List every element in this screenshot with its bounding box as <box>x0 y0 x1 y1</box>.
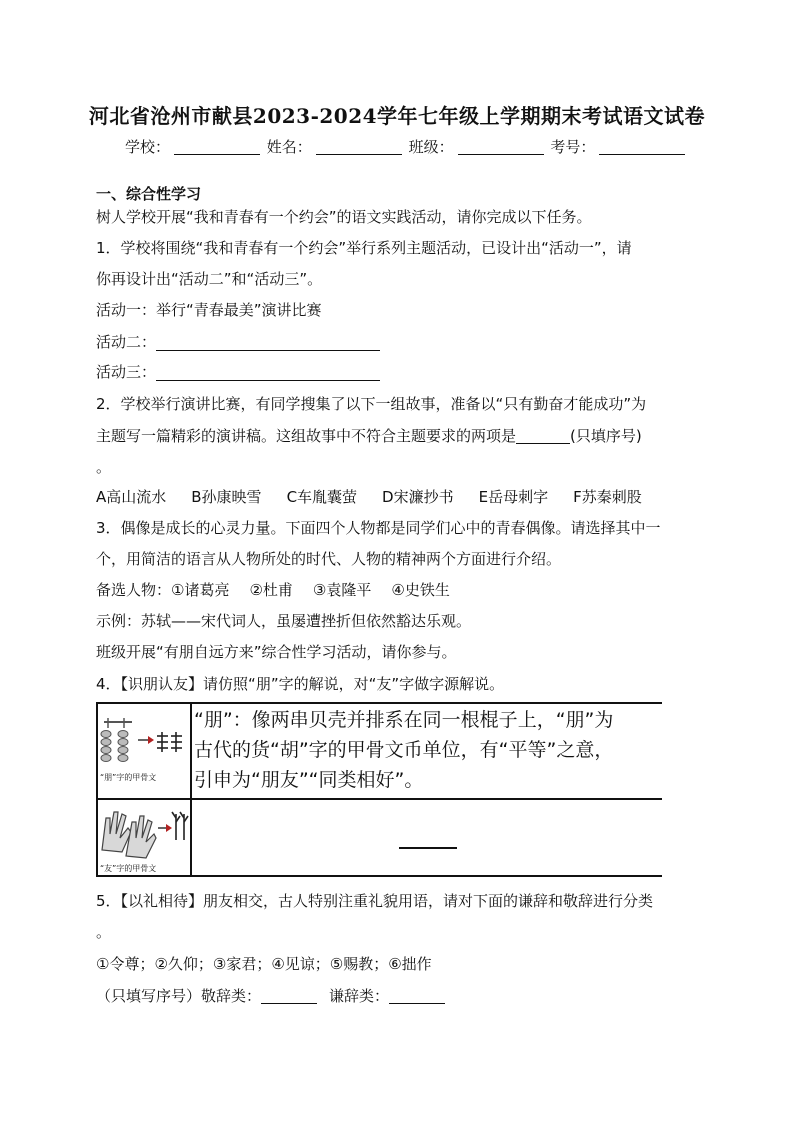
name-label: 姓名： <box>266 138 312 156</box>
humble-blank[interactable] <box>389 989 445 1004</box>
activity-one: 活动一：举行“青春最美”演讲比赛 <box>96 301 322 319</box>
you-explanation-blank[interactable] <box>399 847 457 849</box>
q5-line2: 。 <box>96 923 112 941</box>
q1-line2: 你再设计出“活动二”和“活动三”。 <box>96 270 323 288</box>
name-blank[interactable] <box>316 140 402 155</box>
option-f: F苏秦刺股 <box>573 488 642 506</box>
candidate-4: ④史铁生 <box>391 581 450 599</box>
school-label: 学校： <box>125 138 171 156</box>
q5-answer-row <box>96 985 445 1006</box>
option-e: E岳母刺字 <box>478 488 549 506</box>
class-label: 班级： <box>408 138 454 156</box>
q2-line3: 。 <box>96 458 112 476</box>
activity-intro: 班级开展“有朋自远方来”综合性学习活动，请你参与。 <box>96 643 457 661</box>
you-caption: “友”字的甲骨文 <box>100 864 157 873</box>
q2-line1: 2．学校举行演讲比赛，有同学搜集了以下一组故事，准备以“只有勤奋才能成功”为 <box>96 395 647 413</box>
q5-line1: 5．【以礼相待】朋友相交，古人特别注重礼貌用语，请对下面的谦辞和敬辞进行分类 <box>96 892 654 910</box>
activity-two-row <box>96 331 380 352</box>
peng-explanation-line3: 引申为“朋友”“同类相好”。 <box>194 769 424 791</box>
q2-hint: (只填序号) <box>570 427 642 445</box>
peng-oracle-image <box>96 704 191 798</box>
q4-prompt: 4．【识朋认友】请仿照“朋”字的解说，对“友”字做字源解说。 <box>96 675 505 693</box>
q2-text: 主题写一篇精彩的演讲稿。这组故事中不符合主题要求的两项是 <box>96 427 517 445</box>
q5-items: ①令尊；②久仰；③家君；④见谅；⑤赐教；⑥拙作 <box>96 955 432 973</box>
activity-three-row <box>96 361 380 382</box>
candidates-label: 备选人物： <box>96 581 172 599</box>
activity-two-blank[interactable] <box>156 334 380 351</box>
candidate-3: ③袁隆平 <box>312 581 372 599</box>
option-b: B孙康映雪 <box>191 488 262 506</box>
section-intro: 树人学校开展“我和青春有一个约会”的语文实践活动，请你完成以下任务。 <box>96 208 592 226</box>
etymology-table <box>96 702 662 877</box>
activity-two-label: 活动二： <box>96 333 157 351</box>
q1-line1: 1．学校将围绕“我和青春有一个约会”举行系列主题活动，已设计出“活动一”，请 <box>96 239 632 257</box>
humble-label: 谦辞类： <box>329 987 390 1005</box>
section-heading: 一、综合性学习 <box>96 185 202 203</box>
candidate-1: ①诸葛亮 <box>171 581 230 599</box>
q3-example: 示例：苏轼——宋代词人，虽屡遭挫折但依然豁达乐观。 <box>96 612 472 630</box>
honorific-label: （只填写序号）敬辞类： <box>96 987 262 1005</box>
you-oracle-image <box>96 800 191 875</box>
honorific-blank[interactable] <box>261 989 317 1004</box>
peng-caption: “朋”字的甲骨文 <box>100 773 157 782</box>
peng-explanation-line2: 古代的货“胡”字的甲骨文币单位，有“平等”之意， <box>194 739 614 761</box>
candidate-2: ②杜甫 <box>249 581 293 599</box>
exam-number-label: 考号： <box>550 138 596 156</box>
q2-options <box>96 486 667 507</box>
activity-three-blank[interactable] <box>156 364 380 381</box>
q2-answer-blank[interactable] <box>516 429 570 444</box>
activity-three-label: 活动三： <box>96 363 157 381</box>
option-a: A高山流水 <box>96 488 167 506</box>
class-blank[interactable] <box>458 140 544 155</box>
q2-line2 <box>96 425 642 446</box>
student-info-row <box>125 136 687 157</box>
q3-line1: 3．偶像是成长的心灵力量。下面四个人物都是同学们心中的青春偶像。请选择其中一 <box>96 519 661 537</box>
school-blank[interactable] <box>174 140 260 155</box>
option-c: C车胤囊萤 <box>286 488 358 506</box>
q3-line2: 个，用简洁的语言从人物所处的时代、人物的精神两个方面进行介绍。 <box>96 550 562 568</box>
option-d: D宋濂抄书 <box>382 488 454 506</box>
exam-title: 河北省沧州市献县2023-2024学年七年级上学期期末考试语文试卷 <box>88 104 706 128</box>
q3-candidates <box>96 579 470 600</box>
peng-shells-illustration <box>96 704 191 798</box>
exam-number-blank[interactable] <box>599 140 685 155</box>
peng-explanation-line1: “朋”：像两串贝壳并排系在同一根棍子上，“朋”为 <box>194 709 614 731</box>
table-bottom-border <box>96 875 662 877</box>
